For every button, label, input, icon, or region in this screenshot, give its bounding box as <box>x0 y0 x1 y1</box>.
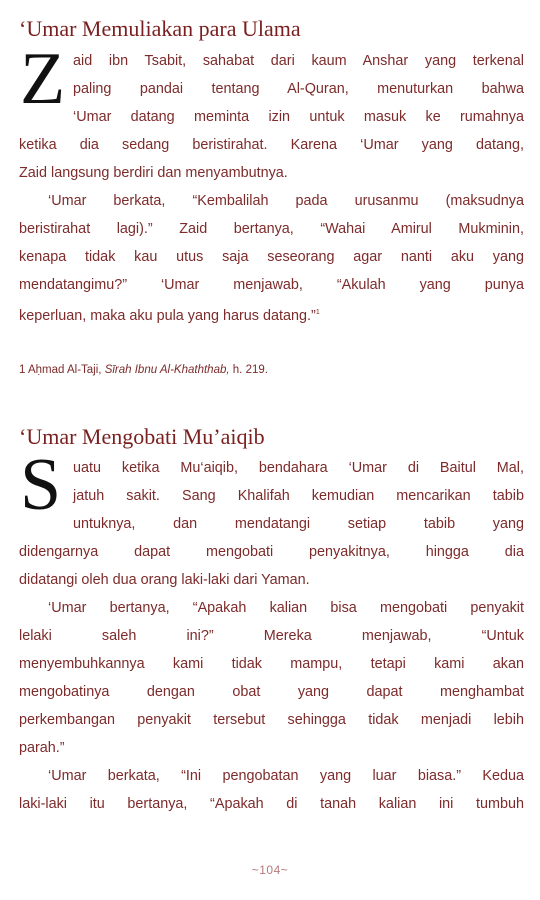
paragraph-line: lelaki saleh ini?” Mereka menjawab, “Untuk <box>19 628 524 644</box>
drop-cap: S <box>20 444 62 526</box>
paragraph-line: Zaid langsung berdiri dan menyambutnya. <box>19 165 288 181</box>
paragraph-line <box>19 303 524 326</box>
paragraph-line: mengobatinya dengan obat yang dapat menghambat <box>19 684 524 700</box>
paragraph-line: ‘Umar berkata, “Ini pengobatan yang luar biasa.” Kedua <box>48 768 524 784</box>
paragraph-line: mendatangimu?” ‘Umar menjawab, “Akulah yang punya <box>19 277 524 293</box>
drop-cap: Z <box>20 38 66 120</box>
paragraph-line: perkembangan penyakit tersebut sehingga tidak menjadi lebih <box>19 712 524 728</box>
paragraph-line: laki-laki itu bertanya, “Apakah di tanah kalian ini tumbuh <box>19 796 524 812</box>
footnote-number: 1 <box>19 364 26 376</box>
paragraph-line: untuknya, dan mendatangi setiap tabib yang <box>73 516 524 532</box>
paragraph-line: beristirahat lagi).” Zaid bertanya, “Wahai Amirul Mukminin, <box>19 221 524 237</box>
paragraph-line: ‘Umar datang meminta izin untuk masuk ke rumahnya <box>73 109 524 125</box>
section-title: ‘Umar Mengobati Mu’aiqib <box>19 424 265 449</box>
section-title: ‘Umar Memuliakan para Ulama <box>19 16 301 41</box>
paragraph-line: ‘Umar bertanya, “Apakah kalian bisa mengobati penyakit <box>48 600 524 616</box>
footnote <box>19 362 268 378</box>
paragraph-line: didatangi oleh dua orang laki-laki dari Yaman. <box>19 572 310 588</box>
footnote-page: h. 219. <box>232 364 268 376</box>
footnote-work: Sīrah Ibnu Al-Khaththab, <box>104 364 230 376</box>
paragraph-line: uatu ketika Mu‘aiqib, bendahara ‘Umar di Baitul Mal, <box>73 460 524 476</box>
paragraph-line: ketika dia sedang beristirahat. Karena ‘Umar yang datang, <box>19 137 524 153</box>
paragraph-line-text: keperluan, maka aku pula yang harus datang.” <box>19 307 316 324</box>
footnote-author: Aḥmad Al-Taji, <box>27 364 102 376</box>
paragraph-line: menyembuhkannya kami tidak mampu, tetapi kami akan <box>19 656 524 672</box>
paragraph-line: paling pandai tentang Al-Quran, menuturkan bahwa <box>73 81 524 97</box>
paragraph-line: didengarnya dapat mengobati penyakitnya, hingga dia <box>19 544 524 560</box>
paragraph-line: kenapa tidak kau utus saja seseorang agar nanti aku yang <box>19 249 524 265</box>
paragraph-line: ‘Umar berkata, “Kembalilah pada urusanmu (maksudnya <box>48 193 524 209</box>
page-number: ~104~ <box>251 863 289 877</box>
paragraph-line: aid ibn Tsabit, sahabat dari kaum Anshar yang terkenal <box>73 53 524 69</box>
paragraph-line: jatuh sakit. Sang Khalifah kemudian mencarikan tabib <box>73 488 524 504</box>
footnote-reference[interactable]: 1 <box>315 309 320 316</box>
paragraph-line: parah.” <box>19 740 65 756</box>
